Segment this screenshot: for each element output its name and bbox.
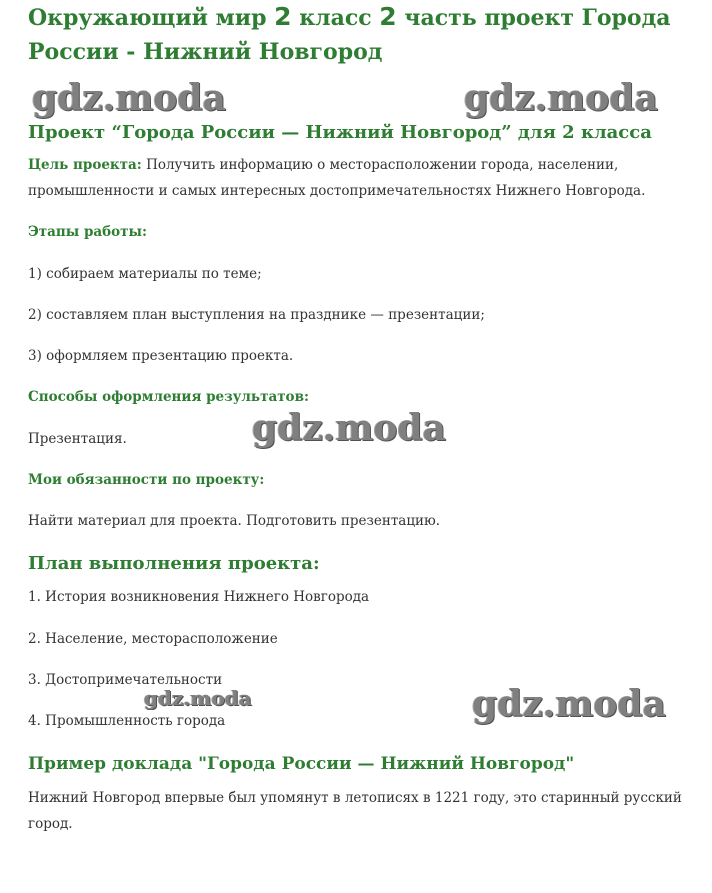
page-title: [28, 0, 698, 69]
stage-item: 3) оформляем презентацию проекта.: [28, 348, 294, 364]
plan-item: 4. Промышленность города: [28, 713, 226, 729]
goal-paragraph: [28, 152, 688, 204]
plan-item: 2. Население, месторасположение: [28, 631, 278, 647]
stage-item: 2) составляем план выступления на празднике — презентации;: [28, 307, 485, 323]
plan-item: 1. История возникновения Нижнего Новгорода: [28, 589, 370, 605]
watermark-logo: gdz.moda: [472, 683, 666, 725]
duties-label: Мои обязанности по проекту:: [28, 472, 265, 488]
plan-heading: План выполнения проекта:: [28, 553, 320, 574]
title-part2: класс: [291, 5, 380, 31]
stages-label: Этапы работы:: [28, 224, 148, 240]
watermark-logo: gdz.moda: [252, 407, 446, 449]
watermark-logo: gdz.moda: [144, 686, 252, 710]
plan-item: 3. Достопримечательности: [28, 672, 223, 688]
title-grade-number: 2: [274, 2, 292, 31]
goal-label: Цель проекта:: [28, 157, 142, 173]
title-part-number: 2: [379, 2, 397, 31]
title-part3: часть проект Города России - Нижний Новгород: [28, 5, 671, 65]
report-text: Нижний Новгород впервые был упомянут в летописях в 1221 году, это старинный русский город.: [28, 790, 682, 832]
project-heading: Проект “Города России — Нижний Новгород” для 2 класса: [28, 122, 652, 143]
methods-label: Способы оформления результатов:: [28, 389, 309, 405]
report-heading: Пример доклада "Города России — Нижний Новгород": [28, 754, 575, 774]
watermark-logo: gdz.moda: [32, 77, 226, 119]
title-part1: Окружающий мир: [28, 5, 275, 31]
goal-text: Получить информацию о месторасположении города, населении, промышленности и самых интересных достопримечательностях Нижнего Новгорода.: [28, 157, 646, 199]
stage-item: 1) собираем материалы по теме;: [28, 266, 262, 282]
methods-text: Презентация.: [28, 431, 127, 447]
watermark-logo: gdz.moda: [464, 77, 658, 119]
duties-text: Найти материал для проекта. Подготовить презентацию.: [28, 513, 441, 529]
